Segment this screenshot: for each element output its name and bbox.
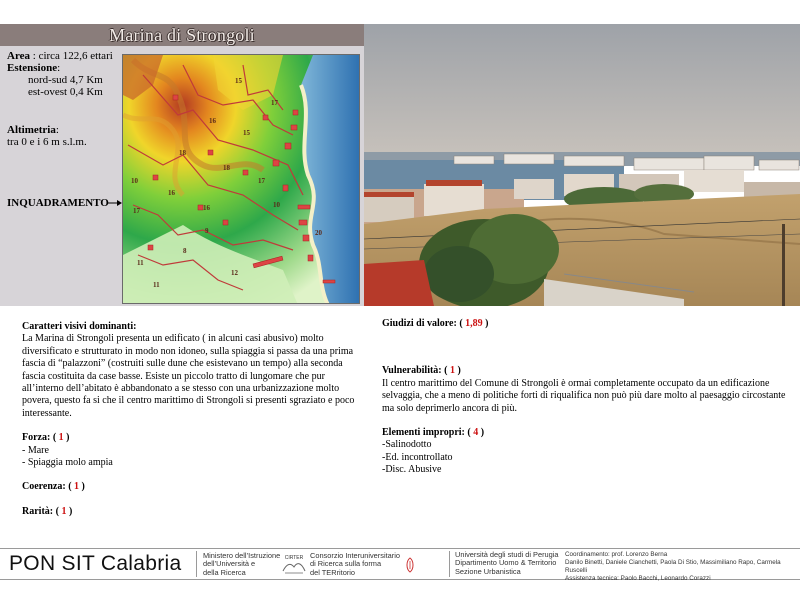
altimetria-colon: : bbox=[55, 124, 59, 136]
giudizi-open: ( bbox=[456, 318, 466, 329]
left-column bbox=[22, 321, 362, 518]
giudizi-close: ) bbox=[482, 318, 489, 329]
giudizi-label: Giudizi di valore: bbox=[382, 318, 457, 329]
consorzio-line: Consorzio Interuniversitario bbox=[310, 551, 400, 560]
coerenza-open: ( bbox=[65, 481, 75, 493]
map-label: 10 bbox=[131, 177, 138, 185]
forza-label: Forza: bbox=[22, 432, 51, 444]
coordinamento-text bbox=[565, 551, 795, 583]
elementi-label: Elementi impropri: bbox=[382, 427, 465, 439]
rarita-close: ) bbox=[66, 505, 73, 517]
elementi-close: ) bbox=[478, 427, 485, 439]
rarita-line bbox=[22, 506, 362, 518]
coerenza-close: ) bbox=[79, 481, 85, 493]
arrow-right-icon bbox=[108, 199, 122, 207]
map-label: 15 bbox=[243, 129, 250, 137]
ministero-line: dell’Università e bbox=[203, 559, 256, 569]
forza-score: 1 bbox=[58, 432, 64, 444]
elementi-open: ( bbox=[464, 427, 474, 439]
map-label: 11 bbox=[137, 259, 144, 267]
map-label: 16 bbox=[209, 117, 216, 125]
map-graphic bbox=[123, 55, 360, 304]
rarita-score: 1 bbox=[61, 505, 67, 517]
vulnerabilita-close: ) bbox=[454, 365, 461, 377]
footer-divider bbox=[196, 551, 197, 577]
estensione-colon: : bbox=[57, 62, 61, 74]
rarita-open: ( bbox=[53, 505, 62, 517]
consorzio-line: di Ricerca sulla forma bbox=[310, 559, 382, 569]
rarita-label: Rarità: bbox=[22, 505, 54, 517]
map-label: 17 bbox=[258, 177, 265, 185]
universita-line: Sezione Urbanistica bbox=[455, 566, 521, 576]
map-label: 15 bbox=[235, 77, 242, 85]
estensione-label: Estensione bbox=[7, 62, 58, 74]
universita-text bbox=[455, 551, 565, 576]
title-bar bbox=[0, 24, 364, 46]
forza-line bbox=[22, 432, 362, 444]
header-band bbox=[0, 24, 800, 306]
altimetria-label: Altimetria bbox=[7, 124, 56, 136]
ministero-line: della Ricerca bbox=[203, 567, 246, 577]
forza-open: ( bbox=[50, 432, 59, 444]
coerenza-score: 1 bbox=[74, 481, 80, 493]
area-value: : circa 122,6 ettari bbox=[30, 50, 113, 62]
elementi-item: -Disc. Abusive bbox=[382, 464, 442, 476]
ministero-line: Ministero dell’Istruzione bbox=[203, 551, 281, 560]
vulnerabilita-score: 1 bbox=[449, 365, 455, 377]
forza-item: - Mare bbox=[22, 444, 49, 456]
giudizi-score: 1,89 bbox=[465, 318, 483, 329]
forza-item: - Spiaggia molo ampia bbox=[22, 457, 113, 469]
caratteri-heading: Caratteri visivi dominanti: bbox=[22, 321, 137, 332]
landscape-photo bbox=[364, 24, 800, 306]
map-label: 20 bbox=[315, 229, 322, 237]
forza-close: ) bbox=[63, 432, 70, 444]
cirter-logo bbox=[281, 553, 307, 575]
altimetria-value: tra 0 e i 6 m s.l.m. bbox=[7, 136, 87, 148]
coerenza-line bbox=[22, 481, 362, 493]
ministero-text bbox=[203, 552, 283, 577]
universita-line: Università degli studi di Perugia bbox=[455, 550, 559, 559]
area-info bbox=[7, 50, 113, 62]
elementi-item: -Ed. incontrollato bbox=[382, 451, 453, 463]
map-label: 18 bbox=[223, 164, 230, 172]
elementi-line bbox=[382, 427, 787, 439]
consorzio-text bbox=[310, 552, 410, 577]
photo-graphic bbox=[364, 24, 800, 306]
coerenza-label: Coerenza: bbox=[22, 481, 66, 493]
map-label: 12 bbox=[231, 269, 238, 277]
elementi-item: -Salinodotto bbox=[382, 439, 432, 451]
footer bbox=[0, 548, 800, 580]
map-label: 11 bbox=[153, 281, 160, 289]
est-ovest-value: est-ovest 0,4 Km bbox=[28, 86, 103, 98]
coordinamento-line: Coordinamento: prof. Lorenzo Berna bbox=[565, 551, 668, 558]
map-label: 9 bbox=[205, 227, 209, 235]
consorzio-line: del TERritorio bbox=[310, 567, 356, 577]
vulnerabilita-label: Vulnerabilità: bbox=[382, 365, 442, 377]
caratteri-text: La Marina di Strongoli presenta un edificato ( in alcuni casi abusivo) molto diversificato e strutturato in modo non idoneo, sulla spiaggia si passa da una prima fascia di “palazzoni” (costruiti sulle dune che esistevano un tempo) alla seconda fascia costituita da case basse. Esiste un piccolo tratto di lungomare che pur all’interno dell’abitato è abbandonato a se stesso con una urbanizzazione molto povera, questo fa si che il centro marittimo di Strongoli si presenti sgraziato e poco interessante. bbox=[22, 333, 355, 419]
page-title: Marina di Strongoli bbox=[109, 25, 255, 45]
elevation-map bbox=[122, 54, 360, 304]
footer-divider bbox=[449, 551, 450, 577]
estensione-info bbox=[7, 62, 60, 74]
right-column bbox=[382, 318, 787, 477]
area-label: Area bbox=[7, 50, 31, 62]
cirter-logo-text: CIRTER bbox=[284, 555, 304, 561]
vulnerabilita-text: Il centro marittimo del Comune di Strongoli è ormai completamente occupato da un edificazione selvaggia, che a meno di politiche forti di riqualifica non può più dare molto al paesaggio circostante ma solo deprimerlo ancora di più. bbox=[382, 377, 786, 414]
universita-line: Dipartimento Uomo & Territorio bbox=[455, 558, 557, 568]
map-label: 18 bbox=[179, 149, 186, 157]
giudizi-line bbox=[382, 318, 787, 330]
nord-sud-value: nord-sud 4,7 Km bbox=[28, 74, 103, 86]
map-label: 8 bbox=[183, 247, 187, 255]
map-label: 17 bbox=[271, 99, 278, 107]
coordinamento-line: Danilo Binetti, Daniele Cianchetti, Paola Di Stio, Massimiliano Rapo, Carmela Ruscelli bbox=[565, 559, 781, 574]
map-label: 16 bbox=[168, 189, 175, 197]
info-panel bbox=[0, 24, 364, 306]
elementi-score: 4 bbox=[473, 427, 479, 439]
map-label: 17 bbox=[133, 207, 140, 215]
map-label: 10 bbox=[273, 201, 280, 209]
coordinamento-line: Assistenza tecnica: Paolo Bacchi, Leonardo Corazzi bbox=[565, 575, 711, 582]
vulnerabilita-open: ( bbox=[441, 365, 450, 377]
vulnerabilita-line bbox=[382, 365, 787, 377]
project-title: PON SIT Calabria bbox=[9, 552, 182, 575]
inquadramento-label: INQUADRAMENTO bbox=[7, 197, 109, 209]
university-logo bbox=[404, 557, 416, 573]
altimetria-info bbox=[7, 124, 59, 136]
map-label: 16 bbox=[203, 204, 210, 212]
